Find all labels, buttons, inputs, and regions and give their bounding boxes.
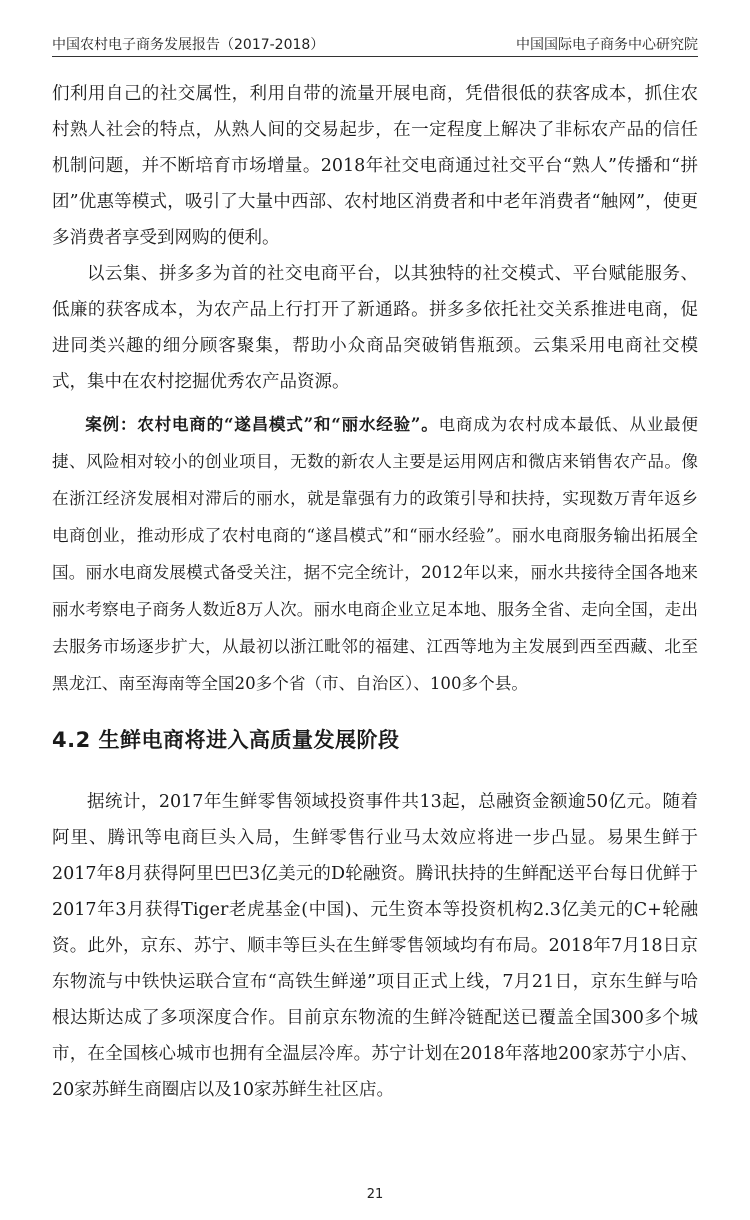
paragraph-social-platforms: 以云集、拼多多为首的社交电商平台，以其独特的社交模式、平台赋能服务、低廉的获客成本，为农产品上行打开了新通路。拼多多依托社交关系推进电商，促进同类兴趣的细分顾客聚集，帮助小众商品突破销售瓶颈。云集采用电商社交模式，集中在农村挖掘优秀农产品资源。 [52,264,698,392]
paragraph-social-ecommerce-continued: 们利用自己的社交属性，利用自带的流量开展电商，凭借很低的获客成本，抓住农村熟人社会的特点，从熟人间的交易起步，在一定程度上解决了非标农产品的信任机制问题，并不断培育市场增量。2018年社交电商通过社交平台“熟人”传播和“拼团”优惠等模式，吸引了大量中西部、农村地区消费者和中老年消费者“触网”，使更多消费者享受到网购的便利。 [52,84,698,248]
paragraph-fresh-ecommerce: 据统计，2017年生鲜零售领域投资事件共13起，总融资金额逾50亿元。随着阿里、腾讯等电商巨头入局，生鲜零售行业马太效应将进一步凸显。易果生鲜于2017年8月获得阿里巴巴3亿美元的D轮融资。腾讯扶持的生鲜配送平台每日优鲜于2017年3月获得Tiger老虎基金(中国)、元生资本等投资机构2.3亿美元的C+轮融资。此外，京东、苏宁、顺丰等巨头在生鲜零售领域均有布局。2018年7月18日京东物流与中铁快运联合宣布“高铁生鲜递”项目正式上线，7月21日，京东生鲜与哈根达斯达成了多项深度合作。目前京东物流的生鲜冷链配送已覆盖全国300多个城市，在全国核心城市也拥有全温层冷库。苏宁计划在2018年落地200家苏宁小店、20家苏鲜生商圈店以及10家苏鲜生社区店。 [52,792,698,1100]
case-study-lead: 案例：农村电商的“遂昌模式”和“丽水经验”。 [85,414,439,434]
case-study-body: 电商成为农村成本最低、从业最便捷、风险相对较小的创业项目，无数的新农人主要是运用网店和微店来销售农产品。像在浙江经济发展相对滞后的丽水，就是靠强有力的政策引导和扶持，实现数万青年返乡电商创业，推动形成了农村电商的“遂昌模式”和“丽水经验”。丽水电商服务输出拓展全国。丽水电商发展模式备受关注，据不完全统计，2012年以来，丽水共接待全国各地来丽水考察电子商务人数近8万人次。丽水电商企业立足本地、服务全省、走向全国，走出去服务市场逐步扩大，从最初以浙江毗邻的福建、江西等地为主发展到西至西藏、北至黑龙江、南至海南等全国20多个省（市、自治区）、100多个县。 [52,415,698,693]
section-heading: 4.2 生鲜电商将进入高质量发展阶段 [52,728,400,752]
case-study-paragraph [52,406,698,702]
header-institution: 中国国际电子商务中心研究院 [516,37,698,53]
header-report-title: 中国农村电子商务发展报告（2017-2018） [52,37,325,53]
running-header [52,30,698,57]
body-content [52,76,698,1108]
page-number: 21 [366,1187,384,1202]
